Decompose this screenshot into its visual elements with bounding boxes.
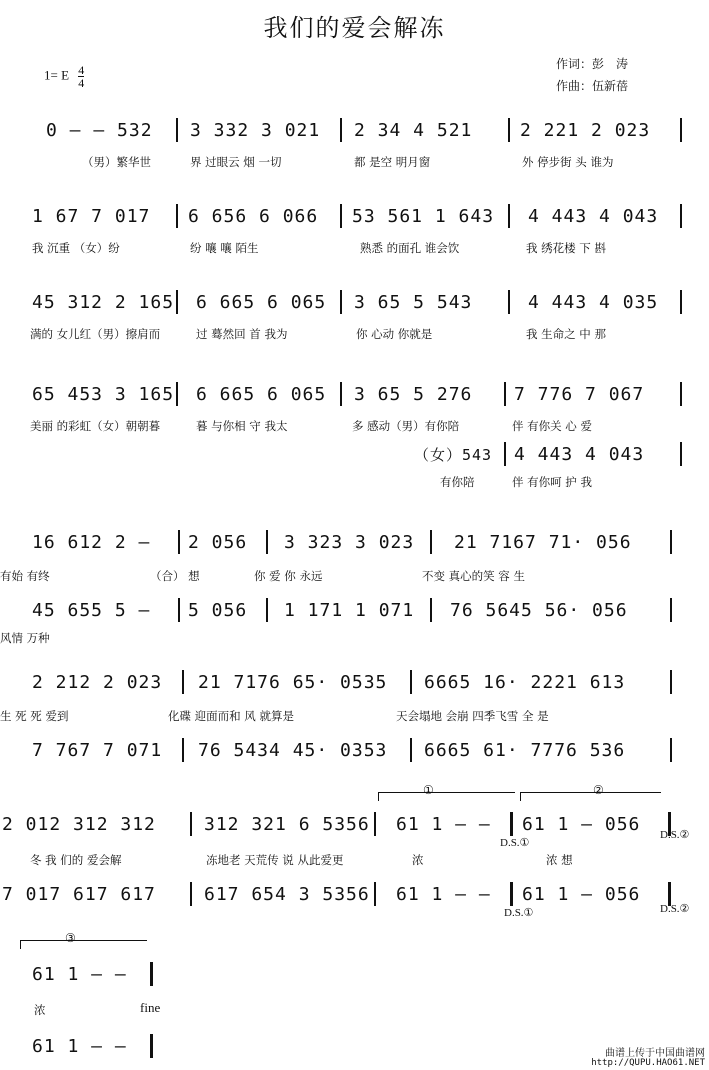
- barline: [680, 382, 682, 406]
- barline: [182, 670, 184, 694]
- barline: [430, 530, 432, 554]
- measure: 3 65 5 276: [354, 384, 473, 405]
- barline: [680, 442, 682, 466]
- measure: 2 012 312 312: [2, 814, 156, 835]
- barline: [504, 442, 506, 466]
- barline: [410, 670, 412, 694]
- score-row-2: [30, 204, 685, 228]
- measure: 5 056: [188, 600, 248, 621]
- ending-number: ②: [593, 783, 604, 797]
- barline: [176, 290, 178, 314]
- final-barline: [150, 1034, 153, 1058]
- page-title: 我们的爱会解冻: [263, 14, 446, 42]
- barline: [176, 382, 178, 406]
- measure: 7 776 7 067: [514, 384, 645, 405]
- measure: 6665 16· 2221 613: [424, 672, 626, 693]
- barline: [670, 598, 672, 622]
- measure: 61 1 – –: [396, 884, 491, 905]
- coda-row-2: [30, 1034, 170, 1058]
- barline: [266, 530, 268, 554]
- score-row-3: [30, 290, 685, 314]
- measure: 76 5434 45· 0353: [198, 740, 388, 761]
- measure: 4 443 4 043: [514, 444, 645, 465]
- lyric: 美丽 的彩虹（女）朝朝暮: [30, 419, 161, 433]
- ending-bracket-2: [520, 783, 661, 801]
- barline: [680, 118, 682, 142]
- measure: 3 323 3 023: [284, 532, 415, 553]
- barline: [176, 204, 178, 228]
- barline: [340, 118, 342, 142]
- measure: 2 221 2 023: [520, 120, 651, 141]
- measure: 1 67 7 017: [32, 206, 151, 227]
- barline: [340, 204, 342, 228]
- barline: [430, 598, 432, 622]
- composer-credit: 作曲：伍新蓓: [556, 79, 629, 93]
- barline: [340, 382, 342, 406]
- lyric: 你 爱 你 永远: [254, 569, 323, 583]
- score-row-4: [30, 382, 685, 406]
- key-signature: [44, 64, 84, 89]
- time-sig-top: 4: [78, 63, 85, 77]
- measure: 7 017 617 617: [2, 884, 156, 905]
- measure: 3 65 5 543: [354, 292, 473, 313]
- fine-marker: fine: [140, 1000, 161, 1015]
- barline: [670, 670, 672, 694]
- measure: 61 1 – –: [396, 814, 491, 835]
- barline: [680, 204, 682, 228]
- lyric: （合） 想: [150, 569, 200, 583]
- barline: [508, 204, 510, 228]
- measure: 2 056: [188, 532, 248, 553]
- measure: 61 1 – –: [32, 964, 127, 985]
- measure: 53 561 1 643: [352, 206, 495, 227]
- coda-row-1: [30, 962, 170, 986]
- lyric: 外 停步街 头 谁为: [522, 155, 614, 169]
- lyric: 风情 万种: [0, 631, 50, 645]
- final-barline: [150, 962, 153, 986]
- repeat-barline: [510, 882, 513, 906]
- lyric: 你 心动 你就是: [356, 327, 433, 341]
- barline: [504, 382, 506, 406]
- lyric: 界 过眼云 烟 一切: [190, 155, 282, 169]
- lyric: 伴 有你关 心 爱: [512, 419, 592, 433]
- measure: 2 212 2 023: [32, 672, 163, 693]
- score-row-7: [30, 598, 685, 622]
- barline: [680, 290, 682, 314]
- measure: 6 665 6 065: [196, 292, 327, 313]
- measure: 1 171 1 071: [284, 600, 415, 621]
- lyric: 有你陪: [440, 475, 475, 489]
- lyric: 暮 与你相 守 我太: [196, 419, 288, 433]
- barline: [508, 290, 510, 314]
- ds-marker: D.S.①: [504, 907, 534, 919]
- ds-marker: D.S.②: [660, 829, 690, 841]
- measure: 7 767 7 071: [32, 740, 163, 761]
- barline: [410, 738, 412, 762]
- lyric: 浓: [34, 1003, 46, 1017]
- lyric: 多 感动（男）有你陪: [352, 419, 460, 433]
- measure: 76 5645 56· 056: [450, 600, 628, 621]
- barline: [182, 738, 184, 762]
- lyric: 不变 真心的笑 容 生: [422, 569, 525, 583]
- key-label: 1= E: [44, 67, 70, 83]
- lyric: 浓: [412, 853, 424, 867]
- lyric: 伴 有你呵 护 我: [512, 475, 592, 489]
- barline: [190, 882, 192, 906]
- measure: 61 1 – 056: [522, 884, 641, 905]
- measure: 21 7176 65· 0535: [198, 672, 388, 693]
- measure: 45 655 5 –: [32, 600, 151, 621]
- ending-number: ③: [65, 931, 76, 945]
- measure: 2 34 4 521: [354, 120, 473, 141]
- measure: 21 7167 71· 056: [454, 532, 632, 553]
- measure: 617 654 3 5356: [204, 884, 370, 905]
- barline: [266, 598, 268, 622]
- score-row-1: [30, 118, 685, 142]
- lyric: 冬 我 们的 爱会解: [30, 853, 122, 867]
- score-row-10: [2, 812, 685, 836]
- score-row-9: [30, 738, 685, 762]
- lyric: 我 生命之 中 那: [526, 327, 606, 341]
- lyric: 熟悉 的面孔 谁会饮: [360, 241, 460, 255]
- measure: 6 665 6 065: [196, 384, 327, 405]
- measure: 4 443 4 043: [528, 206, 659, 227]
- lyric: 生 死 死 爱到: [0, 709, 69, 723]
- lyric: 化碟 迎面而和 风 就算是: [168, 709, 294, 723]
- lyric: 冻地老 天荒传 说 从此爱更: [206, 853, 344, 867]
- ds-marker: D.S.②: [660, 903, 690, 915]
- lyric: 浓 想: [546, 853, 573, 867]
- score-row-11: [2, 882, 685, 906]
- score-row-8: [30, 670, 685, 694]
- ending-bracket-3: [20, 931, 147, 949]
- ending-bracket-1: [378, 783, 515, 801]
- measure: 3 332 3 021: [190, 120, 321, 141]
- lyricist-credit: 作词：彭 涛: [556, 57, 629, 71]
- barline: [178, 598, 180, 622]
- lyric: 我 绣花楼 下 斟: [526, 241, 606, 255]
- measure: 312 321 6 5356: [204, 814, 370, 835]
- measure: 4 443 4 035: [528, 292, 659, 313]
- lyric: 我 沉重 （女）纷: [32, 241, 120, 255]
- measure: 45 312 2 165: [32, 292, 175, 313]
- barline: [340, 290, 342, 314]
- footer-url: http://QUPU.HAO61.NET: [591, 1058, 705, 1068]
- lyric: 都 是空 明月窗: [354, 155, 431, 169]
- score-row-6: [30, 530, 685, 554]
- measure: （女）543: [414, 446, 493, 464]
- lyric: （男）繁华世: [82, 155, 151, 169]
- lyric: 纷 嚷 嚷 陌生: [190, 241, 259, 255]
- measure: 61 1 – 056: [522, 814, 641, 835]
- measure: 6 656 6 066: [188, 206, 319, 227]
- measure: 65 453 3 165: [32, 384, 175, 405]
- score-row-5: [30, 442, 685, 466]
- measure: 61 1 – –: [32, 1036, 127, 1057]
- barline: [190, 812, 192, 836]
- barline: [508, 118, 510, 142]
- barline: [374, 882, 376, 906]
- measure: 16 612 2 –: [32, 532, 151, 553]
- lyric: 满的 女儿红（男）擦肩而: [30, 327, 161, 341]
- lyric: 天会塌地 会崩 四季飞雪 全 是: [396, 709, 549, 723]
- lyric: 过 蓦然回 首 我为: [196, 327, 288, 341]
- barline: [374, 812, 376, 836]
- measure: 0 – – 532: [46, 120, 153, 141]
- barline: [176, 118, 178, 142]
- barline: [178, 530, 180, 554]
- ending-number: ①: [423, 783, 434, 797]
- time-sig-bottom: 4: [78, 76, 85, 90]
- barline: [670, 530, 672, 554]
- lyric: 有始 有终: [0, 569, 50, 583]
- ds-marker: D.S.①: [500, 837, 530, 849]
- barline: [670, 738, 672, 762]
- measure: 6665 61· 7776 536: [424, 740, 626, 761]
- footer-watermark: 曲谱上传于中国曲谱网: [605, 1048, 705, 1059]
- repeat-barline: [510, 812, 513, 836]
